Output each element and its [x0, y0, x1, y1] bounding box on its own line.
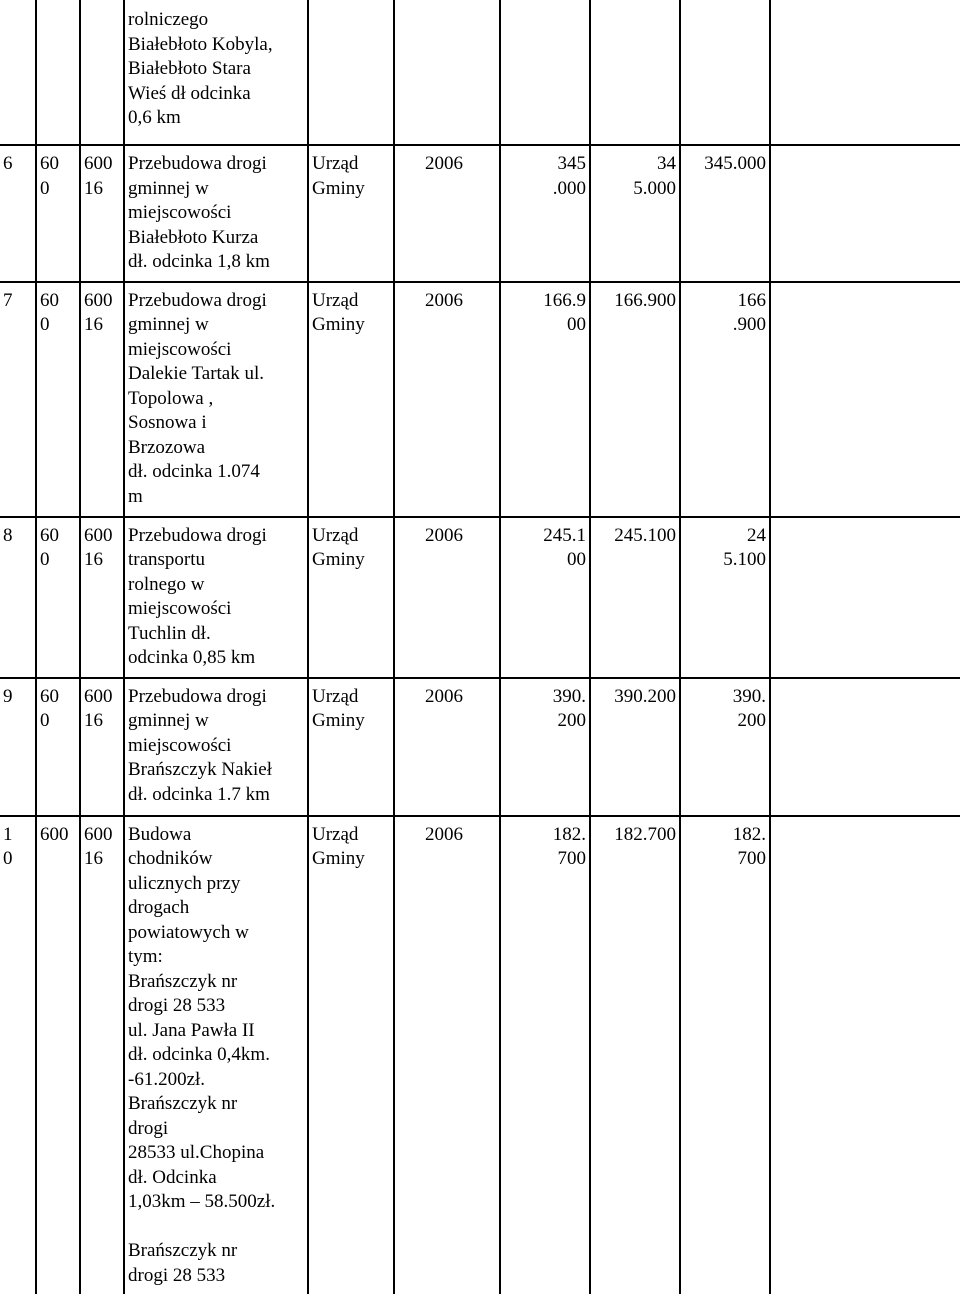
description-cell-line: 1,03km – 58.500zł.	[128, 1191, 276, 1212]
dzial-cell	[36, 678, 80, 816]
value-cell-3	[680, 0, 770, 145]
extra-cell	[770, 678, 960, 816]
description-cell	[124, 517, 308, 678]
year-cell: 2006	[394, 282, 500, 517]
description-cell-line: ulicznych przy	[128, 872, 241, 894]
value-cell-2	[590, 678, 680, 816]
value-cell-3	[680, 282, 770, 517]
description-cell-line: gminnej w	[128, 314, 209, 335]
lp-cell-line: 9	[3, 685, 13, 707]
table-row	[0, 678, 960, 816]
value-cell-2-line: 390.200	[614, 685, 676, 707]
table-row	[0, 282, 960, 517]
rozdzial-cell	[80, 816, 124, 1295]
dzial-cell-line: 600	[40, 823, 69, 845]
value-cell-3-line: 200	[737, 710, 766, 731]
dzial-cell-line: 60	[40, 289, 59, 311]
value-cell-2	[590, 145, 680, 282]
value-cell-2	[590, 816, 680, 1295]
value-cell-2-line: 245.100	[614, 524, 676, 546]
rozdzial-cell-line: 16	[84, 177, 103, 199]
description-cell-line: Budowa	[128, 823, 192, 845]
value-cell-3-line: 182.	[732, 823, 766, 845]
dzial-cell-line: 0	[40, 177, 50, 199]
rozdzial-cell-line: 600	[84, 685, 113, 707]
rozdzial-cell-line: 600	[84, 823, 113, 845]
year-cell: 2006	[394, 145, 500, 282]
value-cell-3-line: 24	[747, 524, 766, 546]
institution-cell	[308, 0, 394, 145]
table-row	[0, 145, 960, 282]
rozdzial-cell-line: 16	[84, 549, 103, 570]
description-cell-line: Brańszczyk Nakieł	[128, 759, 273, 780]
description-cell-line: ul. Jana Pawła II	[128, 1019, 255, 1041]
description-cell-line: Brzozowa	[128, 436, 206, 458]
description-cell-line: Białebłoto Kurza	[128, 226, 259, 248]
table-row	[0, 517, 960, 678]
value-cell-1	[500, 0, 590, 145]
lp-cell	[0, 678, 36, 816]
value-cell-1	[500, 282, 590, 517]
description-cell-line: Topolowa ,	[128, 387, 214, 409]
rozdzial-cell-line: 600	[84, 153, 113, 174]
value-cell-1-line: 390.	[552, 685, 586, 707]
institution-cell	[308, 517, 394, 678]
year-cell: 2006	[394, 816, 500, 1295]
extra-cell	[770, 282, 960, 517]
description-cell-line: drogi	[128, 1117, 169, 1139]
dzial-cell-line: 60	[40, 685, 59, 707]
value-cell-1-line: 166.9	[543, 289, 586, 311]
description-cell-line: dł. Odcinka	[128, 1166, 217, 1188]
dzial-cell-line: 0	[40, 710, 50, 731]
description-cell-line: Tuchlin dł.	[128, 622, 211, 644]
description-cell-line: dł. odcinka 1.074	[128, 461, 260, 482]
lp-cell-line: 1	[3, 823, 13, 845]
description-cell-line: drogi 28 533	[128, 995, 226, 1016]
description-cell-line: Sosnowa i	[128, 412, 207, 433]
extra-cell	[770, 0, 960, 145]
rozdzial-cell-line: 16	[84, 710, 103, 731]
description-cell-line: gminnej w	[128, 710, 209, 731]
description-cell	[124, 678, 308, 816]
description-cell-line: drogach	[128, 897, 190, 918]
lp-cell	[0, 0, 36, 145]
dzial-cell-line: 0	[40, 314, 50, 335]
value-cell-1	[500, 816, 590, 1295]
institution-cell-line: Urząd	[312, 524, 359, 546]
rozdzial-cell-line: 16	[84, 314, 103, 335]
dzial-cell-line: 0	[40, 549, 50, 570]
value-cell-3	[680, 816, 770, 1295]
description-cell-line: Brańszczyk nr	[128, 1093, 238, 1114]
description-cell-line: gminnej w	[128, 177, 209, 199]
institution-cell-line: Gminy	[312, 177, 365, 199]
rozdzial-cell	[80, 517, 124, 678]
dzial-cell-line: 60	[40, 153, 59, 174]
value-cell-2	[590, 517, 680, 678]
description-cell-line: Przebudowa drogi	[128, 524, 267, 546]
description-cell-line: Brańszczyk nr	[128, 970, 238, 992]
description-cell-line: Dalekie Tartak ul.	[128, 363, 265, 384]
description-cell-line: Przebudowa drogi	[128, 153, 267, 174]
value-cell-1	[500, 145, 590, 282]
description-cell-line: miejscowości	[128, 202, 232, 223]
year-cell: 2006	[394, 678, 500, 816]
institution-cell	[308, 282, 394, 517]
description-cell-line: miejscowości	[128, 598, 232, 619]
description-cell: rolniczego Białebłoto Kobyla, Białebłoto Stara Wieś dł odcinka 0,6 km	[124, 0, 308, 145]
year-cell	[394, 0, 500, 145]
description-cell-line: m	[128, 485, 143, 507]
lp-cell	[0, 145, 36, 282]
description-cell-line: Przebudowa drogi	[128, 289, 267, 311]
lp-cell	[0, 282, 36, 517]
value-cell-1-line: 200	[557, 710, 586, 731]
value-cell-2-line: 5.000	[633, 177, 676, 199]
description-cell-line: dł. odcinka 0,4km.	[128, 1044, 270, 1065]
description-cell-line: dł. odcinka 1,8 km	[128, 251, 270, 272]
lp-cell-line: 7	[3, 289, 13, 311]
description-cell-line: tym:	[128, 946, 163, 967]
value-cell-3	[680, 517, 770, 678]
value-cell-1-line: 700	[557, 848, 586, 869]
institution-cell-line: Gminy	[312, 314, 365, 335]
value-cell-3-line: 345.000	[704, 153, 766, 174]
institution-cell-line: Urząd	[312, 289, 359, 311]
value-cell-2	[590, 282, 680, 517]
description-cell-line: Przebudowa drogi	[128, 685, 267, 707]
institution-cell	[308, 816, 394, 1295]
description-cell-line: miejscowości	[128, 338, 232, 360]
description-cell	[124, 282, 308, 517]
value-cell-3-line: 166	[737, 289, 766, 311]
rozdzial-cell	[80, 145, 124, 282]
institution-cell	[308, 145, 394, 282]
value-cell-3	[680, 145, 770, 282]
description-cell-line: chodników	[128, 848, 213, 869]
value-cell-1-line: 00	[567, 549, 586, 570]
institution-cell-line: Urząd	[312, 823, 359, 845]
institution-cell	[308, 678, 394, 816]
value-cell-3-line: 5.100	[723, 549, 766, 570]
value-cell-3	[680, 678, 770, 816]
lp-cell	[0, 816, 36, 1295]
value-cell-2	[590, 0, 680, 145]
value-cell-1-line: 245.1	[543, 524, 586, 546]
description-cell	[124, 816, 308, 1295]
institution-cell-line: Gminy	[312, 549, 365, 570]
value-cell-1-line: 00	[567, 314, 586, 335]
rozdzial-cell-line: 600	[84, 524, 113, 546]
rozdzial-cell-line: 16	[84, 848, 103, 869]
value-cell-1-line: .000	[552, 177, 586, 199]
description-cell-line: rolnego w	[128, 573, 205, 595]
description-cell-line: drogi 28 533	[128, 1264, 226, 1286]
extra-cell	[770, 145, 960, 282]
value-cell-1	[500, 517, 590, 678]
value-cell-3-line: .900	[732, 314, 766, 335]
description-cell-line: -61.200zł.	[128, 1068, 206, 1090]
description-cell	[124, 145, 308, 282]
table-row	[0, 0, 960, 145]
extra-cell	[770, 816, 960, 1295]
value-cell-1-line: 182.	[552, 823, 586, 845]
description-cell-line: transportu	[128, 549, 206, 570]
dzial-cell	[36, 517, 80, 678]
description-cell-line: dł. odcinka 1.7 km	[128, 783, 270, 805]
rozdzial-cell	[80, 678, 124, 816]
value-cell-1-line: 345	[557, 153, 586, 174]
description-cell-line: 28533 ul.Chopina	[128, 1142, 265, 1163]
dzial-cell	[36, 282, 80, 517]
description-cell-line	[128, 1215, 304, 1240]
institution-cell-line: Urząd	[312, 153, 359, 174]
extra-cell	[770, 517, 960, 678]
value-cell-2-line: 166.900	[614, 289, 676, 311]
value-cell-3-line: 390.	[732, 685, 766, 707]
institution-cell-line: Gminy	[312, 848, 365, 869]
dzial-cell	[36, 816, 80, 1295]
dzial-cell-line: 60	[40, 524, 59, 546]
rozdzial-cell	[80, 282, 124, 517]
description-cell-line: Brańszczyk nr	[128, 1240, 238, 1261]
value-cell-2-line: 34	[657, 153, 676, 174]
value-cell-2-line: 182.700	[614, 823, 676, 845]
dzial-cell	[36, 145, 80, 282]
rozdzial-cell-line: 600	[84, 289, 113, 311]
institution-cell-line: Gminy	[312, 710, 365, 731]
description-cell-line: odcinka 0,85 km	[128, 647, 256, 668]
description-cell-line: powiatowych w	[128, 921, 249, 943]
institution-cell-line: Urząd	[312, 685, 359, 707]
lp-cell-line: 0	[3, 848, 13, 869]
lp-cell-line: 8	[3, 524, 13, 546]
value-cell-1	[500, 678, 590, 816]
description-cell-line: miejscowości	[128, 734, 232, 756]
dzial-cell	[36, 0, 80, 145]
lp-cell-line: 6	[3, 153, 13, 174]
year-cell: 2006	[394, 517, 500, 678]
value-cell-3-line: 700	[737, 848, 766, 869]
lp-cell	[0, 517, 36, 678]
table-row	[0, 816, 960, 1295]
rozdzial-cell	[80, 0, 124, 145]
